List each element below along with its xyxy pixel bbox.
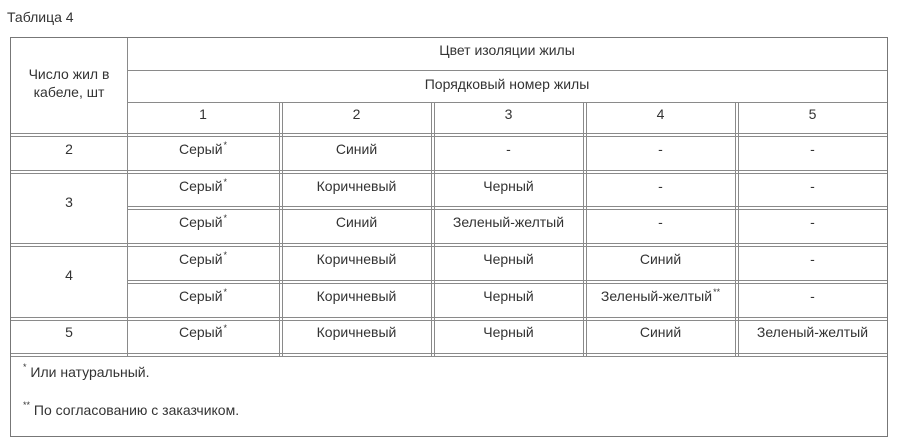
table-cell [586, 287, 735, 305]
table-cell [434, 177, 583, 195]
cell-text: Серый [178, 141, 223, 157]
table-cell [738, 213, 887, 231]
table-cell [586, 177, 735, 195]
cell-text: Черный [483, 251, 534, 267]
cell-text: Синий [335, 141, 378, 157]
cable-count: 4 [65, 267, 73, 283]
table-cell [127, 213, 279, 231]
cell-text: Коричневый [316, 324, 397, 340]
table-cell [738, 250, 887, 268]
table-cell [434, 323, 583, 341]
header-order-title: Порядковый номер жилы [424, 76, 590, 92]
table-cell [586, 323, 735, 341]
rule [127, 280, 887, 281]
cell-text: Зеленый-желтый [600, 288, 713, 304]
footnote-text: По согласованию с заказчиком. [30, 402, 240, 418]
cell-text: Коричневый [316, 251, 397, 267]
footnote-mark: * [223, 177, 228, 187]
table-cell [738, 287, 887, 305]
table-cell [127, 323, 279, 341]
cable-count: 2 [65, 141, 73, 157]
cell-text: - [810, 178, 815, 194]
table-cell [738, 177, 887, 195]
header-number: 2 [352, 106, 361, 122]
cell-text: Коричневый [316, 178, 397, 194]
cable-count: 3 [65, 194, 73, 210]
table-cell [586, 213, 735, 231]
cell-text: Синий [639, 324, 682, 340]
header-number: 5 [808, 106, 817, 122]
table-cell [282, 213, 431, 231]
table-cell [127, 250, 279, 268]
rule [127, 70, 887, 71]
footnote-mark: * [223, 140, 228, 150]
rule [11, 136, 887, 137]
footnote-mark: * [223, 213, 228, 223]
cell-text: - [810, 141, 815, 157]
rule [735, 102, 736, 356]
table-cell [434, 213, 583, 231]
table-cell [738, 323, 887, 341]
table-cell [434, 287, 583, 305]
footnote-text: Или натуральный. [26, 364, 150, 380]
footnote-mark: * [223, 323, 228, 333]
footnote-mark: * [223, 250, 228, 260]
footnote-mark: ** [713, 287, 721, 297]
header-color-title: Цвет изоляции жилы [439, 42, 575, 58]
rule [11, 353, 887, 354]
cell-text: - [658, 214, 663, 230]
cell-text: Черный [483, 324, 534, 340]
footnote-mark: * [223, 287, 228, 297]
cell-text: Зеленый-желтый [452, 214, 565, 230]
cell-text: Синий [335, 214, 378, 230]
table-cell [282, 250, 431, 268]
table-cell [282, 323, 431, 341]
cell-text: Зеленый-желтый [756, 324, 869, 340]
table-cell [434, 140, 583, 158]
table-cell [127, 140, 279, 158]
cell-text: - [658, 178, 663, 194]
footnote-mark: * [23, 362, 27, 372]
cell-text: Синий [639, 251, 682, 267]
cell-text: - [810, 214, 815, 230]
table-cell [282, 177, 431, 195]
cell-text: Серый [178, 288, 223, 304]
cell-text: Черный [483, 288, 534, 304]
cell-text: Коричневый [316, 288, 397, 304]
cell-text: - [810, 251, 815, 267]
rule [127, 102, 887, 103]
cell-text: Серый [178, 324, 223, 340]
table-caption: Таблица 4 [7, 9, 74, 25]
rule [11, 170, 887, 171]
cable-count: 5 [65, 324, 73, 340]
rule [11, 133, 887, 134]
rule [11, 356, 887, 357]
cell-text: Серый [178, 178, 223, 194]
footnote-mark: ** [23, 400, 31, 410]
header-count-column: Число жил в кабеле, шт [28, 66, 110, 100]
table-cell [586, 250, 735, 268]
rule [11, 246, 887, 247]
rule [11, 243, 887, 244]
cell-text: Черный [483, 178, 534, 194]
rule [127, 206, 887, 207]
table-cell [282, 140, 431, 158]
header-number: 1 [199, 106, 207, 122]
rule [279, 102, 280, 356]
header-number: 4 [656, 106, 665, 122]
table-cell [586, 140, 735, 158]
header-number: 3 [504, 106, 513, 122]
cell-text: - [658, 141, 663, 157]
footnote-2 [23, 402, 239, 418]
cell-text: - [810, 288, 815, 304]
footnote-1 [23, 364, 150, 380]
rule [583, 102, 584, 356]
table-cell [127, 287, 279, 305]
cell-text: Серый [178, 251, 223, 267]
rule [127, 283, 887, 284]
table-cell [282, 287, 431, 305]
rule [11, 173, 887, 174]
cell-text: Серый [178, 214, 223, 230]
cell-text: - [506, 141, 511, 157]
rule [11, 320, 887, 321]
table-cell [127, 177, 279, 195]
rule [431, 102, 432, 356]
rule [11, 317, 887, 318]
table-cell [738, 140, 887, 158]
rule [127, 209, 887, 210]
insulation-color-table [10, 37, 888, 437]
table-cell [434, 250, 583, 268]
